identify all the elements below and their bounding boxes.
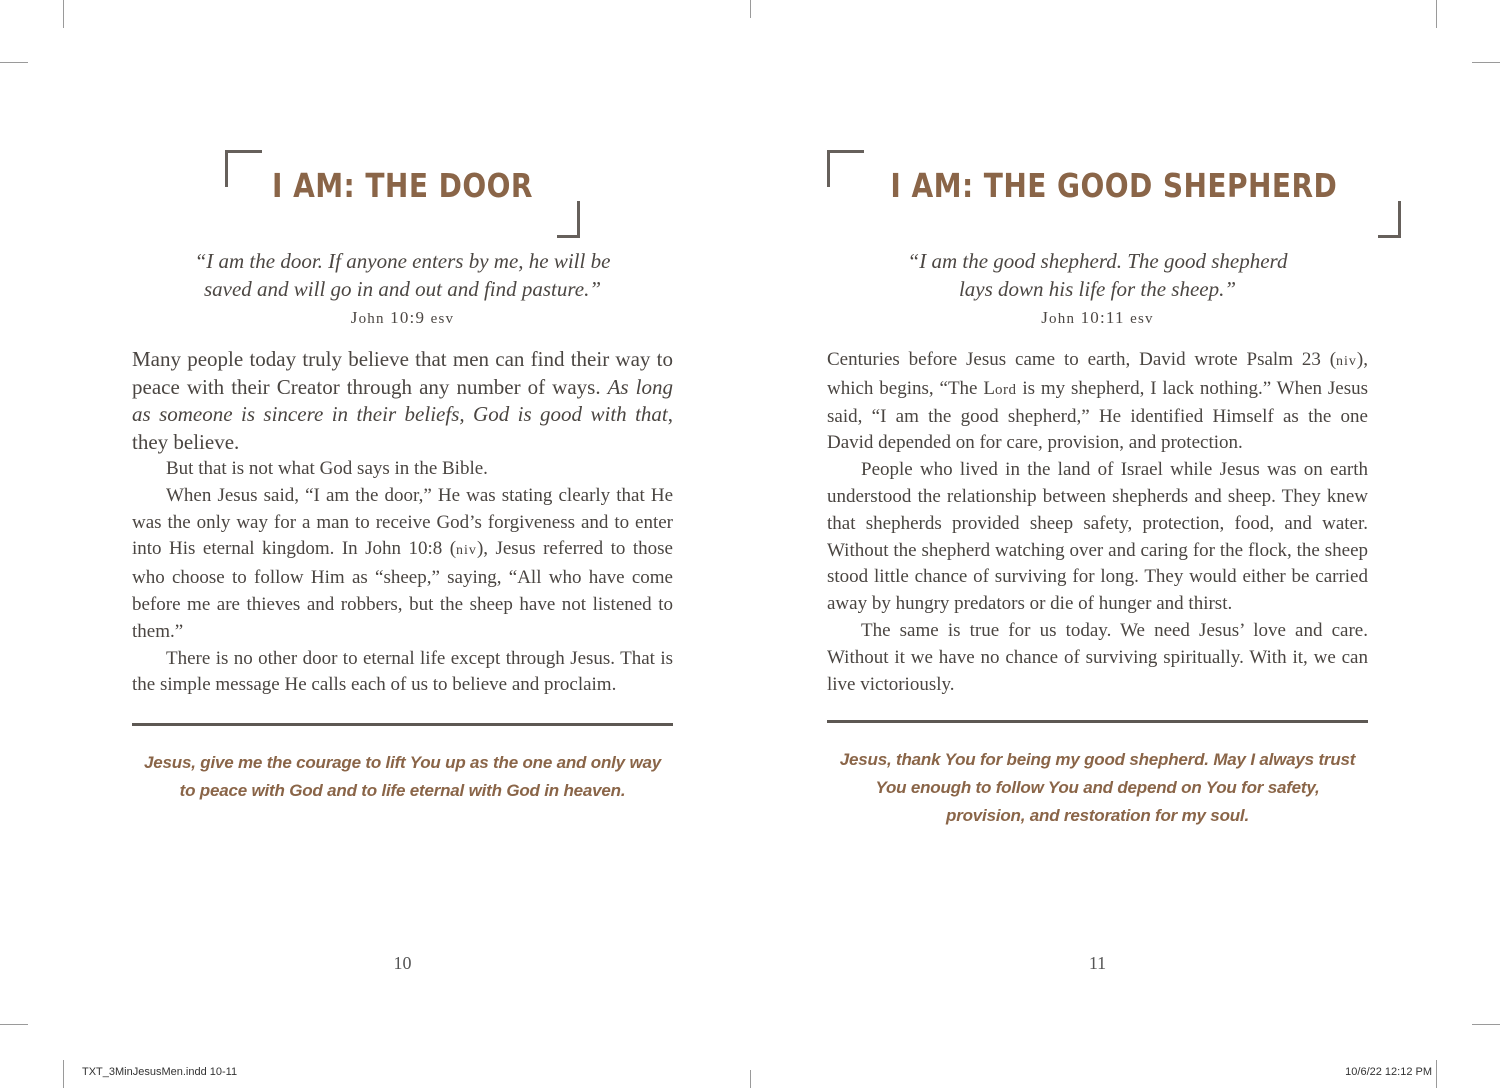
title-block — [827, 150, 1368, 208]
reference-book-rest: ohn — [358, 311, 385, 327]
body-paragraph: People who lived in the land of Israel while Jesus was on earth understood the relationship between shepherds and sheep. They knew that shepherds provided sheep safety, protection, food, and water. Without the shepherd watching over and caring for the flock, the sheep stood little chance of surviving for long. They would either be carried away by hungry predators or die of hunger and thirst. — [827, 459, 1368, 615]
crop-mark — [63, 1060, 64, 1088]
scripture-quote-text: “I am the door. If anyone enters by me, he will be saved and will go in and out and find pasture.” — [194, 249, 611, 301]
reference-chapter-verse: 10:9 — [384, 308, 431, 327]
paragraph-text: Many people today truly believe that men can find their way to peace with their Creator through any number of ways. — [132, 347, 673, 399]
reference-version: esv — [1130, 311, 1154, 327]
right-page — [827, 0, 1368, 1088]
scripture-quote — [827, 247, 1368, 303]
scripture-reference — [132, 308, 673, 328]
body-paragraph — [827, 347, 1368, 457]
lord-initial: L — [983, 377, 995, 399]
corner-bracket-top-left — [225, 150, 262, 187]
divider-rule — [132, 723, 673, 726]
paragraph-text: ), which begins, “The — [827, 349, 1368, 399]
scripture-reference — [827, 308, 1368, 328]
body-paragraph: The same is true for us today. We need Jesus’ love and care. Without it we have no chance of surviving spiritually. With it, we can live victoriously. — [827, 619, 1368, 695]
crop-mark — [0, 1024, 28, 1025]
reference-version: esv — [430, 311, 455, 327]
slug-file-name: TXT_3MinJesusMen.indd 10-11 — [82, 1066, 238, 1078]
page-number: 10 — [393, 953, 412, 973]
divider-rule — [827, 720, 1368, 723]
body-paragraph — [132, 346, 673, 456]
crop-mark — [1436, 0, 1437, 28]
page-title: I AM: THE DOOR — [272, 166, 533, 205]
crop-mark — [750, 0, 751, 18]
bible-version: niv — [1336, 354, 1357, 369]
corner-bracket-bottom-right — [557, 201, 580, 238]
scripture-quote-text: “I am the good shepherd. The good shepherd lays down his life for the sheep.” — [907, 249, 1288, 301]
devotional-body — [827, 347, 1368, 698]
prayer-text: Jesus, give me the courage to lift You up as the one and only way to peace with God and to life eternal with God in heaven. — [144, 753, 661, 800]
reference-book-initial: J — [350, 308, 359, 327]
crop-mark — [1472, 62, 1500, 63]
slug-date-time: 10/6/22 12:12 PM — [1345, 1066, 1432, 1078]
crop-mark — [750, 1070, 751, 1088]
body-paragraph: But that is not what God says in the Bible. — [166, 458, 488, 479]
crop-mark — [1436, 1060, 1437, 1088]
paragraph-emphasis: As long as someone is sincere in their beliefs, God is good with that — [132, 374, 673, 426]
page-number: 11 — [1088, 953, 1107, 973]
corner-bracket-top-left — [827, 150, 864, 187]
lord-small-caps: ord — [994, 381, 1017, 398]
reference-chapter-verse: 10:11 — [1075, 308, 1131, 327]
body-paragraph: There is no other door to eternal life except through Jesus. That is the simple message He calls each of us to believe and proclaim. — [132, 647, 673, 696]
left-page — [132, 0, 673, 1088]
bible-version: niv — [456, 543, 477, 559]
reference-book-initial: J — [1041, 308, 1050, 327]
paragraph-text: , they believe. — [132, 402, 673, 454]
paragraph-text: Centuries before Jesus came to earth, David wrote Psalm 23 ( — [827, 349, 1337, 370]
crop-mark — [63, 0, 64, 28]
crop-mark — [1472, 1024, 1500, 1025]
paragraph-text: ), Jesus referred to those who choose to follow Him as “sheep,” saying, “All who have come before me are thieves and robbers, but the sheep have not listened to them.” — [132, 538, 673, 642]
corner-bracket-bottom-right — [1378, 201, 1401, 238]
reference-book-rest: ohn — [1049, 311, 1076, 327]
prayer-text: Jesus, thank You for being my good shepherd. May I always trust You enough to follow You and depend on You for safety, provision, and restoration for my soul. — [839, 750, 1356, 825]
body-paragraph — [132, 483, 673, 646]
paragraph-text: is my shepherd, I lack nothing.” When Jesus said, “I am the good shepherd,” He identified Himself as the one David depended on for care, provision, and protection. — [827, 377, 1369, 454]
scripture-quote — [132, 247, 673, 303]
page-title: I AM: THE GOOD SHEPHERD — [890, 166, 1338, 205]
paragraph-text: When Jesus said, “I am the door,” He was stating clearly that He was the only way for a man to receive God’s forgiveness and to enter into His eternal kingdom. In John 10:8 ( — [132, 484, 673, 560]
title-block — [132, 150, 673, 208]
crop-mark — [0, 62, 28, 63]
devotional-body — [132, 346, 673, 699]
